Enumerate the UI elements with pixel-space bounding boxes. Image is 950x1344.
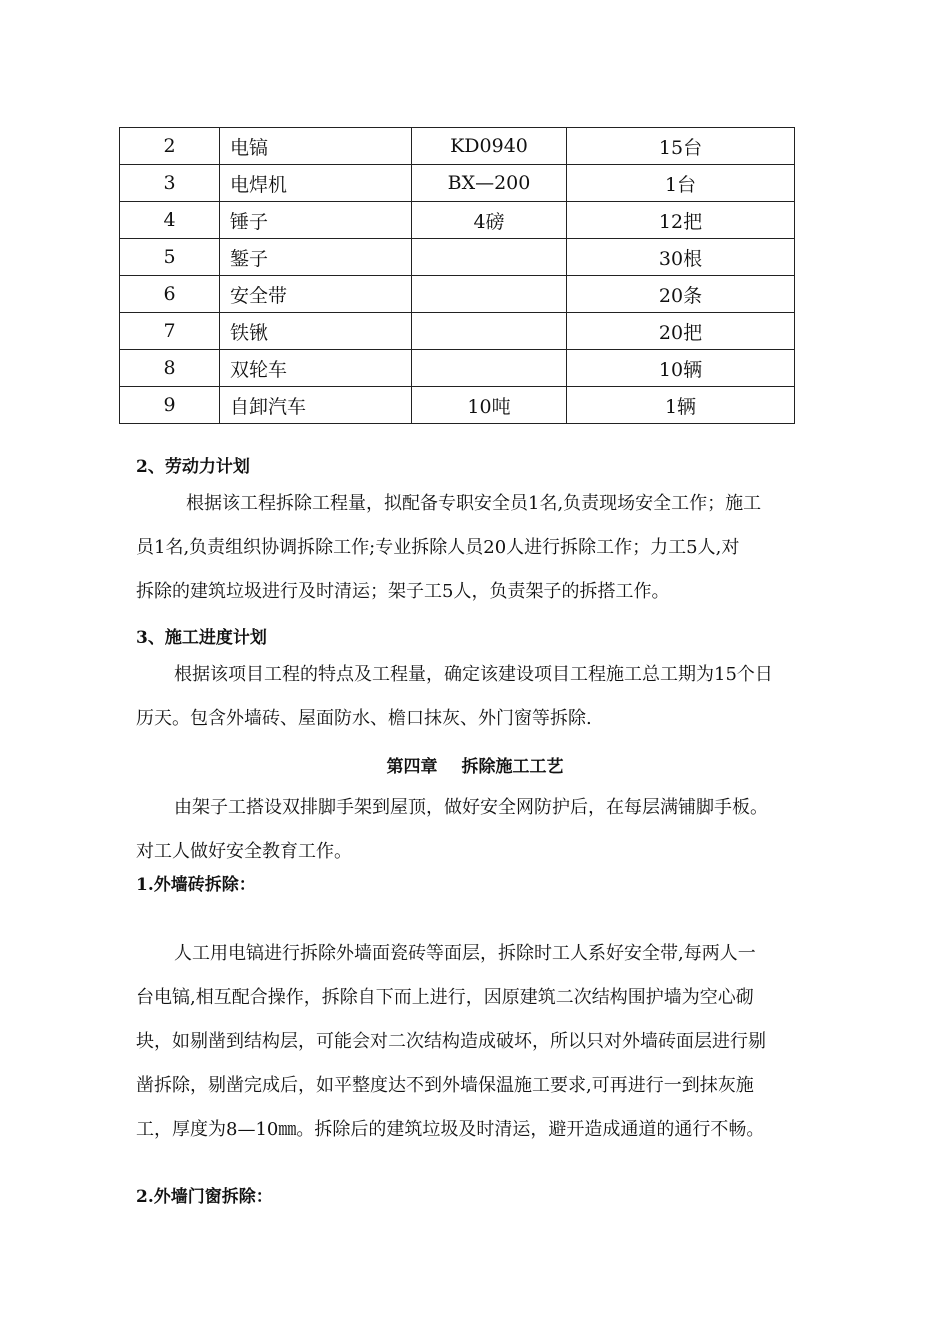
text-line: 人工用电镐进行拆除外墙面瓷砖等面层，拆除时工人系好安全带,每两人一: [174, 943, 756, 964]
subheading-exterior-tiles: 1.外墙砖拆除：: [136, 875, 256, 895]
text-line: 根据该工程拆除工程量，拟配备专职安全员1名,负责现场安全工作；施工: [186, 493, 762, 514]
table-row: [120, 387, 795, 424]
cell-number: 6: [120, 276, 220, 313]
text-line: 历天。包含外墙砖、屋面防水、檐口抹灰、外门窗等拆除.: [136, 708, 592, 729]
text-line: 由架子工搭设双排脚手架到屋顶，做好安全网防护后，在每层满铺脚手板。: [174, 797, 768, 818]
table-row: [120, 165, 795, 202]
cell-spec: [412, 350, 567, 387]
table-row: [120, 202, 795, 239]
table-row: [120, 276, 795, 313]
section-heading-labor: 2、劳动力计划: [136, 457, 250, 477]
paragraph-intro: [136, 786, 816, 874]
cell-quantity: 1台: [567, 165, 795, 202]
cell-number: 4: [120, 202, 220, 239]
text-line: 凿拆除，剔凿完成后，如平整度达不到外墙保温施工要求,可再进行一到抹灰施: [136, 1075, 754, 1096]
text-line: 根据该项目工程的特点及工程量，确定该建设项目工程施工总工期为15个日: [174, 664, 773, 685]
cell-number: 8: [120, 350, 220, 387]
cell-quantity: 20把: [567, 313, 795, 350]
cell-name: 电焊机: [220, 165, 412, 202]
cell-number: 7: [120, 313, 220, 350]
cell-quantity: 12把: [567, 202, 795, 239]
table-row: [120, 128, 795, 165]
cell-spec: 10吨: [412, 387, 567, 424]
cell-name: 双轮车: [220, 350, 412, 387]
text-line: 台电镐,相互配合操作，拆除自下而上进行，因原建筑二次结构围护墙为空心砌: [136, 987, 754, 1008]
chapter-title: [0, 752, 950, 777]
cell-spec: 4磅: [412, 202, 567, 239]
cell-quantity: 1辆: [567, 387, 795, 424]
chapter-name: 拆除施工工艺: [461, 757, 564, 777]
table-row: [120, 350, 795, 387]
cell-quantity: 30根: [567, 239, 795, 276]
subheading-exterior-windows: 2.外墙门窗拆除：: [136, 1187, 273, 1207]
cell-spec: [412, 313, 567, 350]
cell-name: 电镐: [220, 128, 412, 165]
cell-name: 自卸汽车: [220, 387, 412, 424]
text-line: 拆除的建筑垃圾进行及时清运；架子工5人，负责架子的拆搭工作。: [136, 581, 670, 602]
cell-quantity: 10辆: [567, 350, 795, 387]
table-row: [120, 239, 795, 276]
cell-name: 锤子: [220, 202, 412, 239]
cell-number: 5: [120, 239, 220, 276]
paragraph-exterior-tiles: [136, 932, 816, 1152]
chapter-number: 第四章: [386, 757, 438, 777]
text-line: 块，如剔凿到结构层，可能会对二次结构造成破坏，所以只对外墙砖面层进行剔: [136, 1031, 766, 1052]
cell-quantity: 15台: [567, 128, 795, 165]
equipment-table: [119, 127, 795, 424]
text-line: 对工人做好安全教育工作。: [136, 841, 352, 862]
cell-spec: BX—200: [412, 165, 567, 202]
table-row: [120, 313, 795, 350]
cell-quantity: 20条: [567, 276, 795, 313]
cell-name: 铁锹: [220, 313, 412, 350]
cell-spec: [412, 239, 567, 276]
text-line: 员1名,负责组织协调拆除工作;专业拆除人员20人进行拆除工作；力工5人,对: [136, 537, 740, 558]
cell-number: 3: [120, 165, 220, 202]
text-line: 工，厚度为8—10㎜。拆除后的建筑垃圾及时清运，避开造成通道的通行不畅。: [136, 1119, 765, 1140]
cell-number: 9: [120, 387, 220, 424]
cell-name: 安全带: [220, 276, 412, 313]
cell-spec: KD0940: [412, 128, 567, 165]
paragraph-schedule: [136, 653, 816, 741]
cell-name: 錾子: [220, 239, 412, 276]
cell-number: 2: [120, 128, 220, 165]
cell-spec: [412, 276, 567, 313]
section-heading-schedule: 3、施工进度计划: [136, 628, 267, 648]
paragraph-labor: [136, 482, 816, 614]
